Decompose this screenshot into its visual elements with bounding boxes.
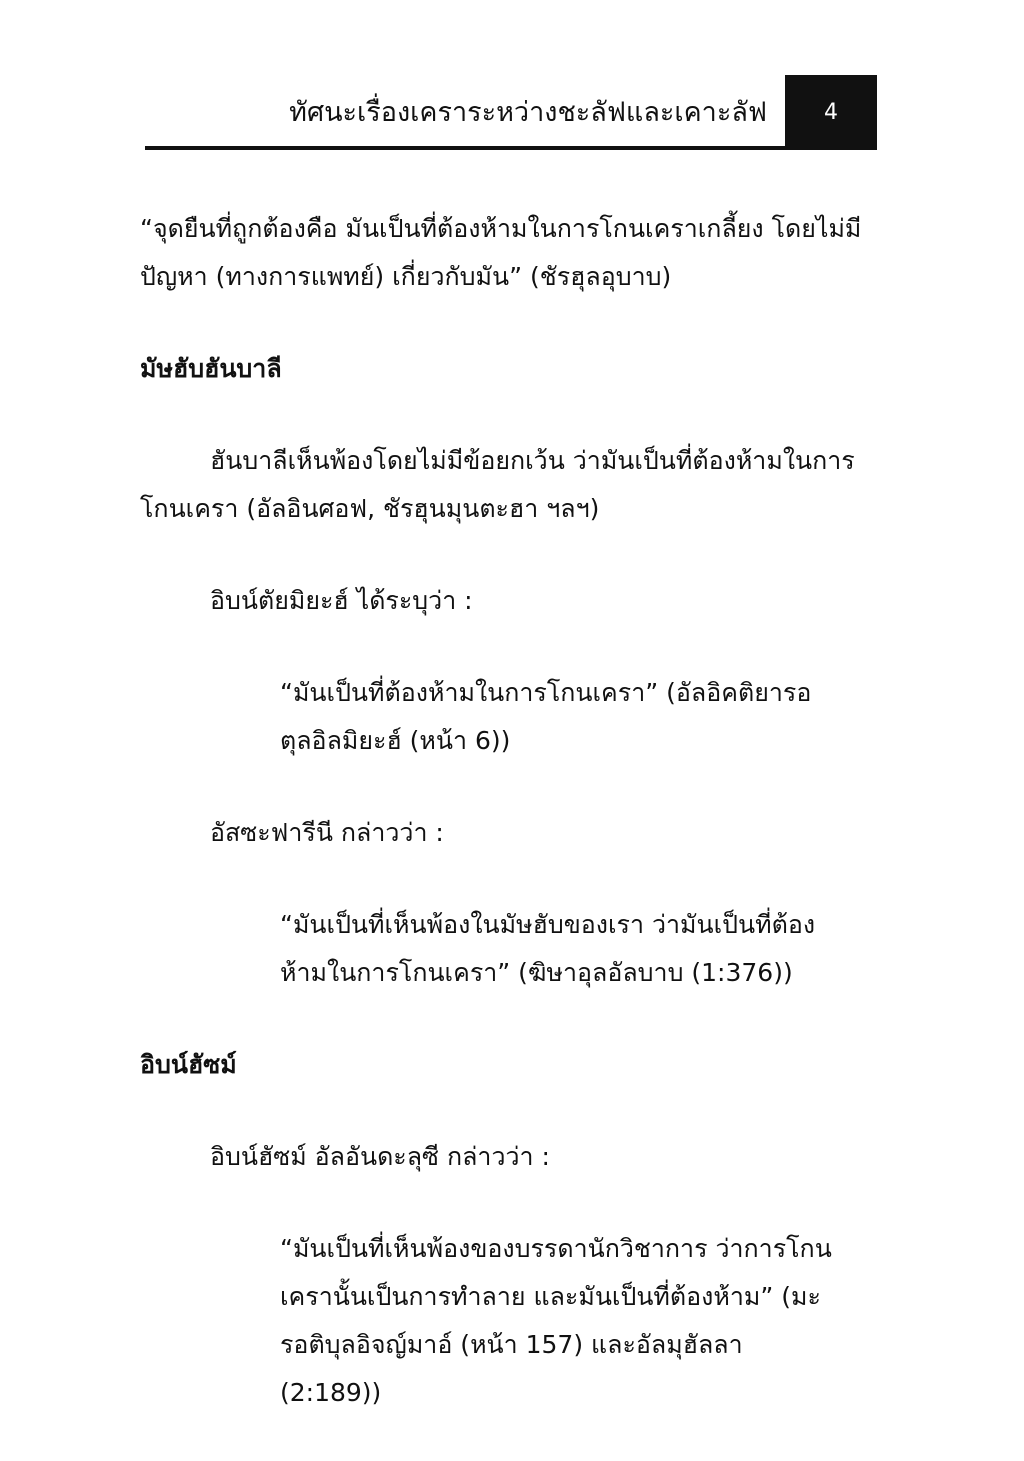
hanbali-paragraph: ฮันบาลีเห็นพ้องโดยไม่มีข้อยกเว้น ว่ามันเป็นที่ต้องห้ามในการโกนเครา (อัลอินศอฟ, ชัรฮุนมุนตะฮา ฯลฯ) xyxy=(140,446,855,523)
opening-quote: “จุดยืนที่ถูกต้องคือ มันเป็นที่ต้องห้ามในการโกนเคราเกลี้ยง โดยไม่มีปัญหา (ทางการแพทย์) เกี่ยวกับมัน” (ชัรฮุลอุบาบ) xyxy=(140,214,862,291)
ibn-hazm-quote: “มันเป็นที่เห็นพ้องของบรรดานักวิชาการ ว่าการโกนเครานั้นเป็นการทำลาย และมันเป็นที่ต้องห้าม” (มะรอติบุลอิจญ์มาอ์ (หน้า 157) และอัลมุฮัลลา (2:189)) xyxy=(280,1234,832,1407)
section-heading-ibn-hazm: อิบน์ฮัซม์ xyxy=(140,1050,237,1079)
ibn-hazm-intro: อิบน์ฮัซม์ อัลอันดะลุซี กล่าวว่า : xyxy=(210,1142,550,1171)
safarini-intro: อัสซะฟารีนี กล่าวว่า : xyxy=(210,818,444,847)
section-heading-hanbali: มัษฮับฮันบาลี xyxy=(140,354,282,383)
page-header xyxy=(145,75,877,151)
page-number: 4 xyxy=(824,100,838,125)
page-number-box xyxy=(785,75,877,150)
running-title: ทัศนะเรื่องเคราระหว่างชะลัฟและเคาะลัฟ xyxy=(289,97,767,128)
header-rule xyxy=(145,146,785,150)
ibn-taymiyyah-intro: อิบน์ตัยมิยะฮ์ ได้ระบุว่า : xyxy=(210,586,473,615)
ibn-taymiyyah-quote: “มันเป็นที่ต้องห้ามในการโกนเครา” (อัลอิคติยารอ ตุลอิลมิยะฮ์ (หน้า 6)) xyxy=(280,678,812,755)
page-body xyxy=(140,205,890,1461)
safarini-quote: “มันเป็นที่เห็นพ้องในมัษฮับของเรา ว่ามันเป็นที่ต้องห้ามในการโกนเครา” (ฆิษาอุลอัลบาบ (1:376)) xyxy=(280,910,816,987)
